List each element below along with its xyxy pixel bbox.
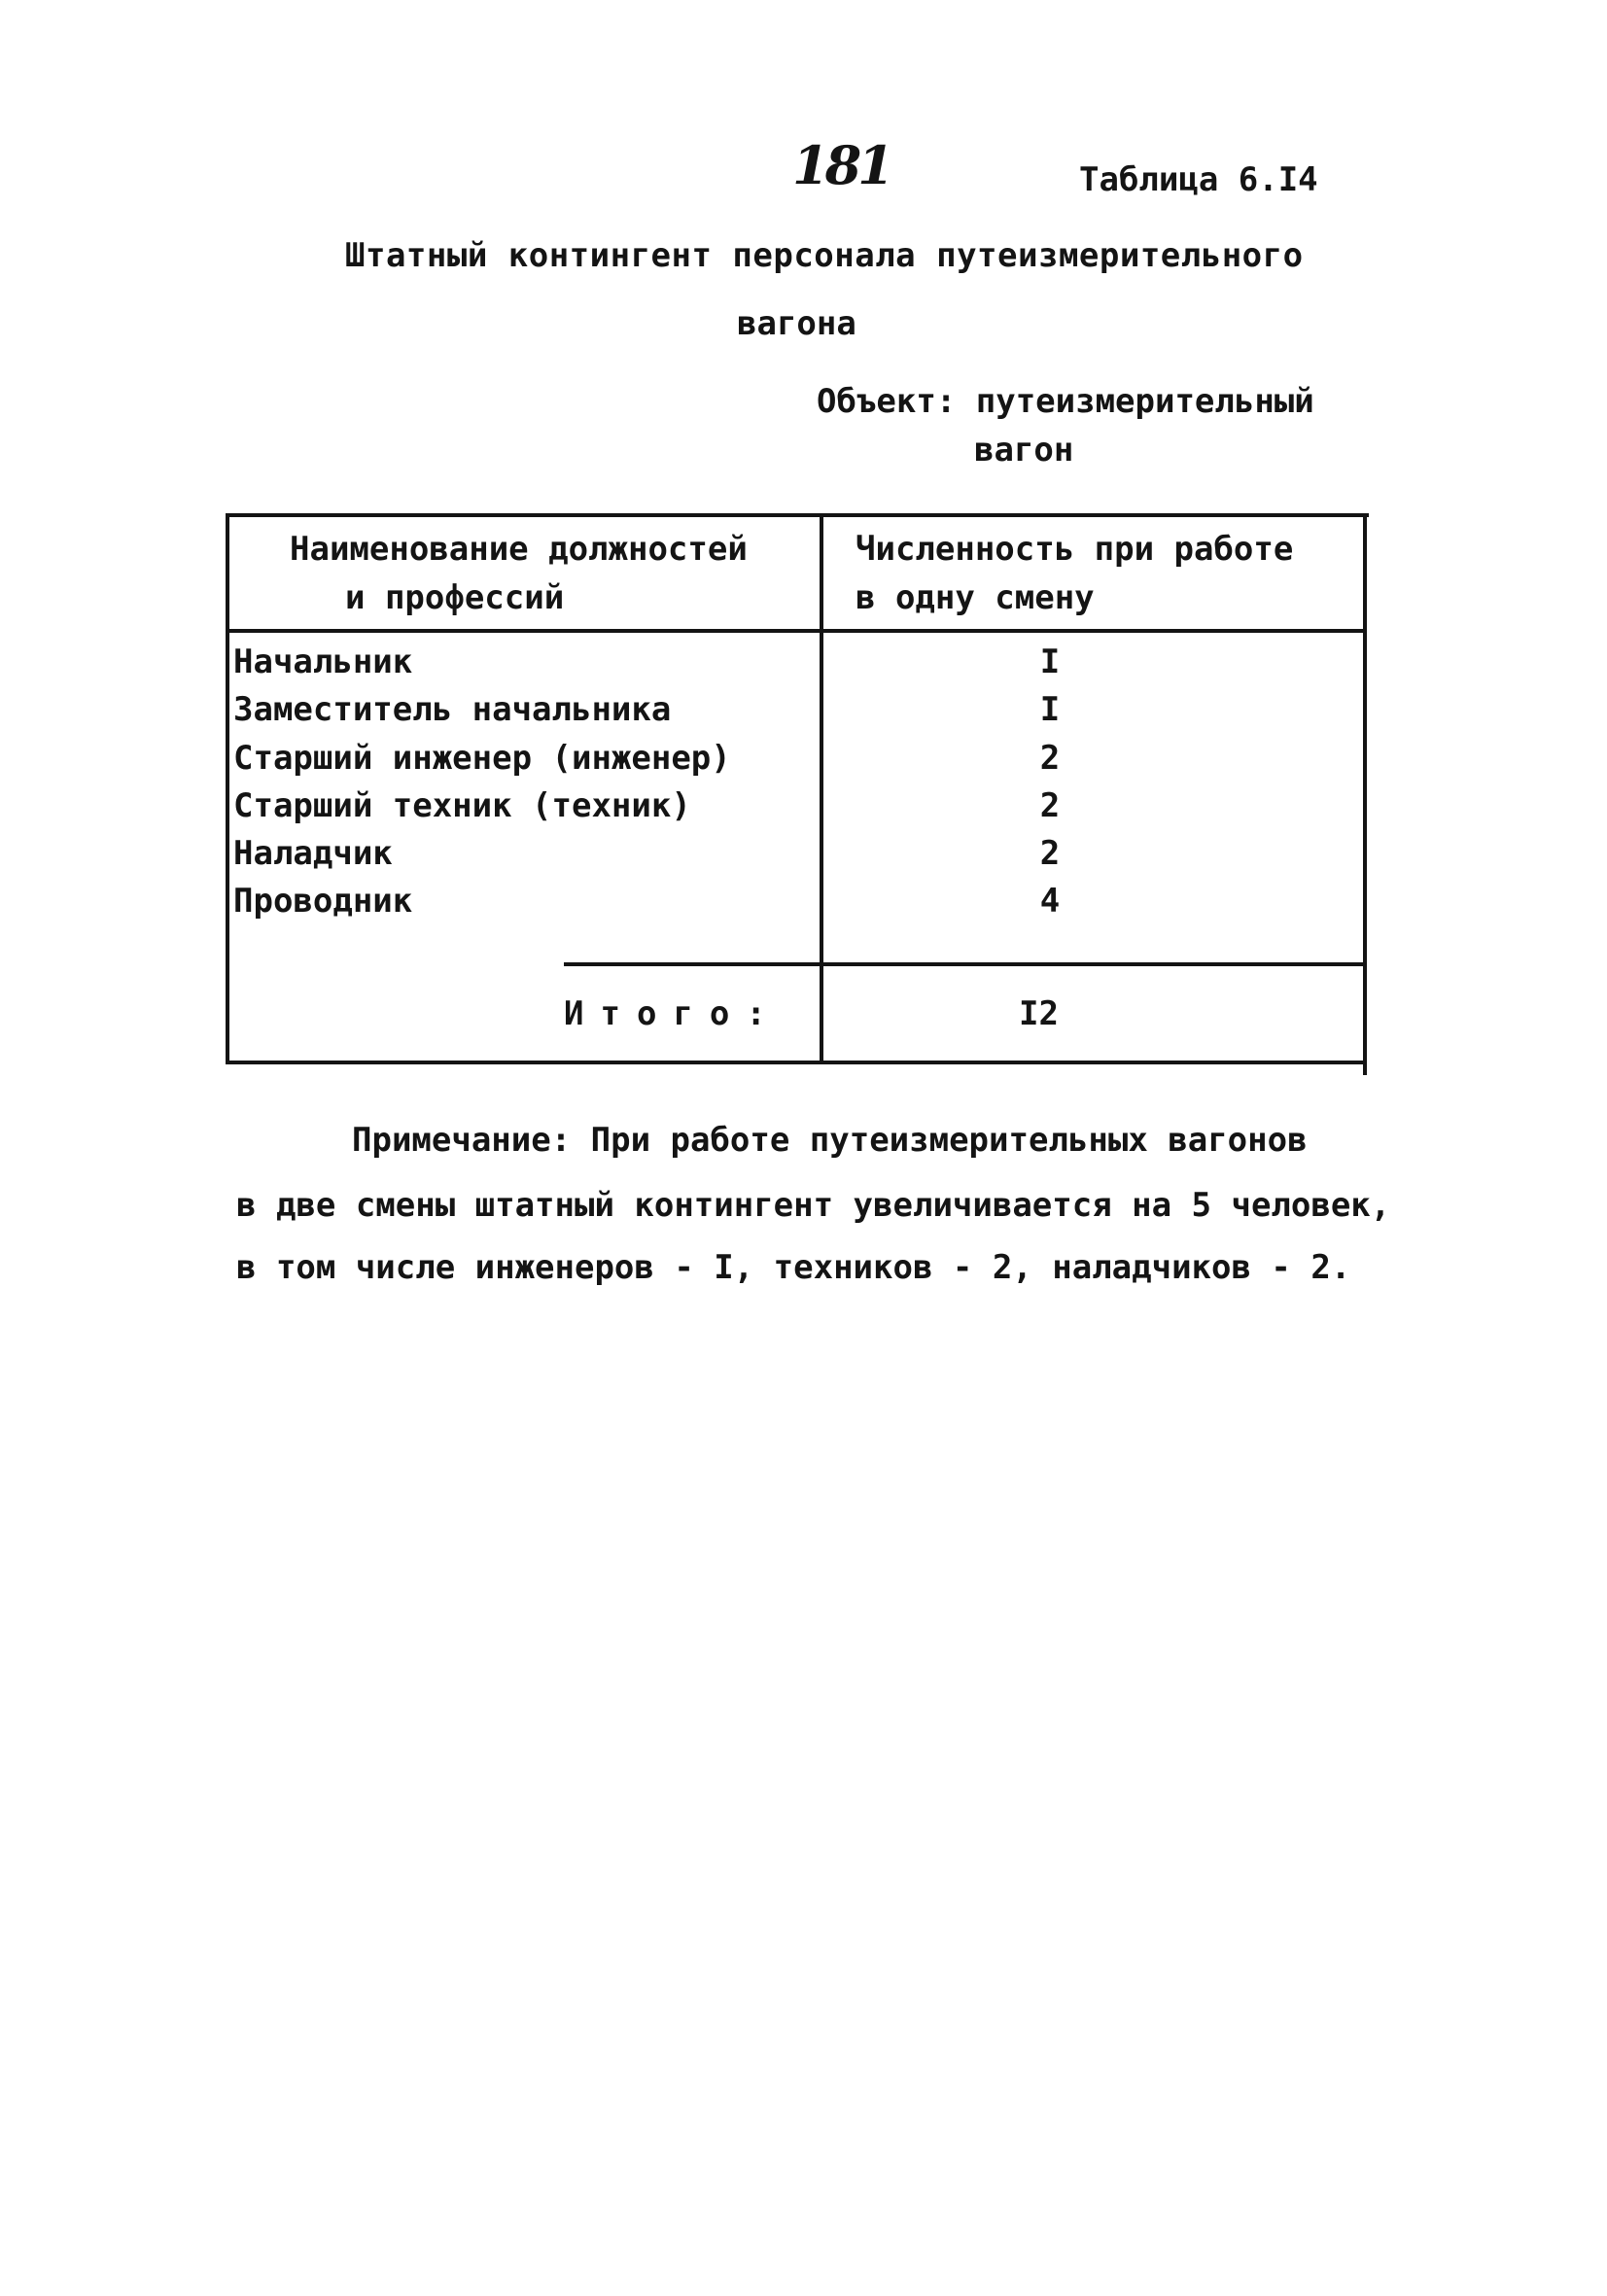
row-name-5: Наладчик	[233, 834, 393, 873]
table-column-divider	[820, 513, 823, 1064]
row-count-2: I	[1039, 690, 1061, 729]
page-number: 181	[792, 134, 891, 196]
note-line-3: в том числе инженеров - I, техников - 2, наладчиков - 2.	[236, 1248, 1351, 1287]
header-col1-line-1: Наименование должностей	[290, 530, 748, 569]
note-line-1: Примечание: При работе путеизмерительных вагонов	[352, 1121, 1308, 1160]
page-title-line-2: вагона	[737, 304, 856, 343]
table-right-border	[1363, 513, 1367, 1075]
row-name-6: Проводник	[233, 882, 413, 921]
row-count-6: 4	[1039, 882, 1061, 921]
object-line-1: Объект: путеизмерительный	[817, 382, 1314, 421]
note-line-2: в две смены штатный контингент увеличивается на 5 человек,	[236, 1186, 1391, 1225]
row-count-5: 2	[1039, 834, 1061, 873]
table-bottom-border	[226, 1061, 1363, 1064]
page-title-line-1: Штатный контингент персонала путеизмерительного	[345, 236, 1304, 275]
total-label: Итого:	[564, 994, 783, 1033]
row-name-1: Начальник	[233, 643, 413, 681]
object-line-2: вагон	[974, 431, 1074, 470]
table-left-border	[226, 513, 229, 1064]
header-col2-line-2: в одну смену	[856, 578, 1095, 617]
header-col2-line-1: Численность при работе	[856, 530, 1294, 569]
row-name-2: Заместитель начальника	[233, 690, 672, 729]
table-header-divider	[226, 629, 1365, 633]
header-col1-line-2: и профессий	[345, 578, 565, 617]
row-count-3: 2	[1039, 739, 1061, 778]
row-count-4: 2	[1039, 786, 1061, 825]
table-total-divider	[564, 962, 1363, 966]
row-count-1: I	[1039, 643, 1061, 681]
row-name-3: Старший инженер (инженер)	[233, 739, 731, 778]
table-top-border	[226, 513, 1369, 517]
row-name-4: Старший техник (техник)	[233, 786, 691, 825]
table-label: Таблица 6.I4	[1079, 160, 1318, 199]
total-value: I2	[1019, 994, 1059, 1033]
